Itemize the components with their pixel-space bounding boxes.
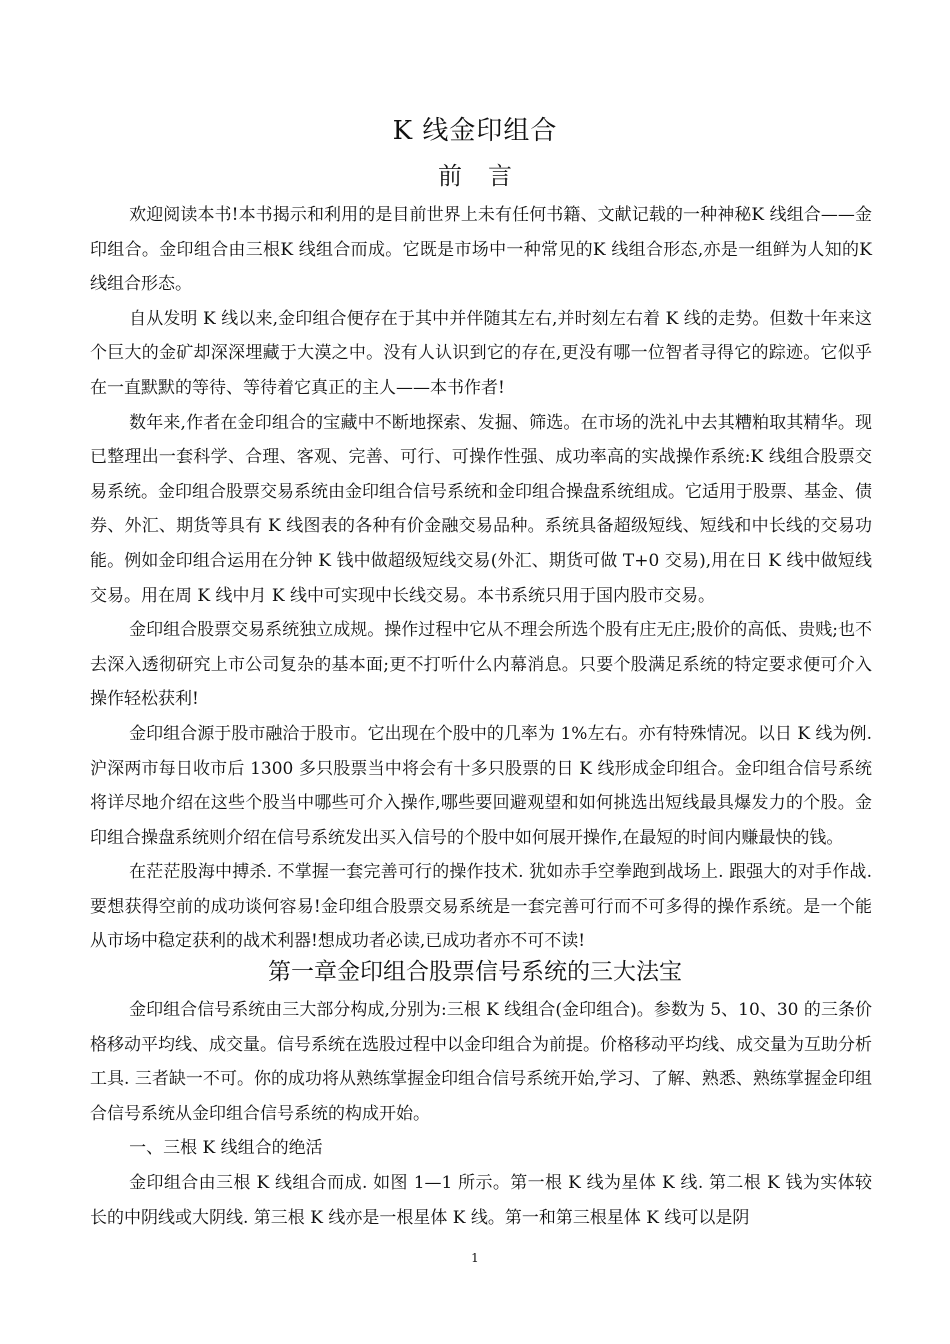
chapter-section bbox=[90, 993, 872, 1235]
preface-paragraph: 金印组合源于股市融洽于股市。它出现在个股中的几率为 1%左右。亦有特殊情况。以日 K 线为例. 沪深两市每日收市后 1300 多只股票当中将会有十多只股票的日 K 线形成金印组合。金印组合信号系统将详尽地介绍在这些个股当中哪些可介入操作,哪些要回避观望和如何挑选出短线最具爆发力的个股。金印组合操盘系统则介绍在信号系统发出买入信号的个股中如何展开操作,在最短的时间内赚最快的钱。 bbox=[90, 723, 872, 848]
chapter-paragraph: 金印组合信号系统由三大部分构成,分别为:三根 K 线组合(金印组合)。参数为 5、10、30 的三条价格移动平均线、成交量。信号系统在选股过程中以金印组合为前提。价格移动平均线、成交量为互助分析工具. 三者缺一不可。你的成功将从熟练掌握金印组合信号系统开始,学习、了解、熟悉、熟练掌握金印组合信号系统从金印组合信号系统的构成开始。 bbox=[90, 1000, 872, 1124]
section-heading: 一、三根 K 线组合的绝活 bbox=[129, 1138, 323, 1159]
preface-paragraph: 金印组合股票交易系统独立成规。操作过程中它从不理会所选个股有庄无庄;股价的高低、贵贱;也不去深入透彻研究上市公司复杂的基本面;更不打听什么内幕消息。只要个股满足系统的特定要求便可介入操作轻松获利! bbox=[90, 620, 872, 710]
preface-section bbox=[90, 198, 872, 959]
document-title: K 线金印组合 bbox=[392, 116, 558, 146]
chapter-paragraph: 金印组合由三根 K 线组合而成. 如图 1—1 所示。第一根 K 线为星体 K 线. 第二根 K 钱为实体较长的中阴线或大阴线. 第三根 K 线亦是一根星体 K 线。第一和第三根星体 K 线可以是阴 bbox=[90, 1172, 872, 1228]
preface-paragraph: 自从发明 K 线以来,金印组合便存在于其中并伴随其左右,并时刻左右着 K 线的走势。但数十年来这个巨大的金矿却深深埋藏于大漠之中。没有人认识到它的存在,更没有哪一位智者寻得它的踪迹。它似乎在一直默默的等待、等待着它真正的主人——本书作者! bbox=[90, 308, 872, 398]
preface-heading: 前言 bbox=[438, 162, 538, 190]
page-number: 1 bbox=[471, 1251, 479, 1265]
preface-paragraph: 在茫茫股海中搏杀. 不掌握一套完善可行的操作技术. 犹如赤手空拳跑到战场上. 跟强大的对手作战. 要想获得空前的成功谈何容易!金印组合股票交易系统是一套完善可行而不可多得的操作系统。是一个能从市场中稳定获利的战术利器!想成功者必读,已成功者亦不可不读! bbox=[90, 862, 872, 952]
preface-paragraph: 数年来,作者在金印组合的宝藏中不断地探索、发掘、筛选。在市场的洗礼中去其糟粕取其精华。现已整理出一套科学、合理、客观、完善、可行、可操作性强、成功率高的实战操作系统:K 线组合股票交易系统。金印组合股票交易系统由金印组合信号系统和金印组合操盘系统组成。它适用于股票、基金、债券、外汇、期货等具有 K 线图表的各种有价金融交易品种。系统具备超级短线、短线和中长线的交易功能。例如金印组合运用在分钟 K 钱中做超级短线交易(外汇、期货可做 T+0 交易),用在日 K 线中做短线交易。用在周 K 线中月 K 线中可实现中长线交易。本书系统只用于国内股市交易。 bbox=[90, 412, 872, 606]
preface-paragraph: 欢迎阅读本书!本书揭示和利用的是目前世界上未有任何书籍、文献记载的一种神秘K 线组合——金印组合。金印组合由三根K 线组合而成。它既是市场中一种常见的K 线组合形态,亦是一组鲜为人知的K 线组合形态。 bbox=[90, 205, 872, 295]
chapter-heading: 第一章金印组合股票信号系统的三大法宝 bbox=[268, 959, 682, 985]
